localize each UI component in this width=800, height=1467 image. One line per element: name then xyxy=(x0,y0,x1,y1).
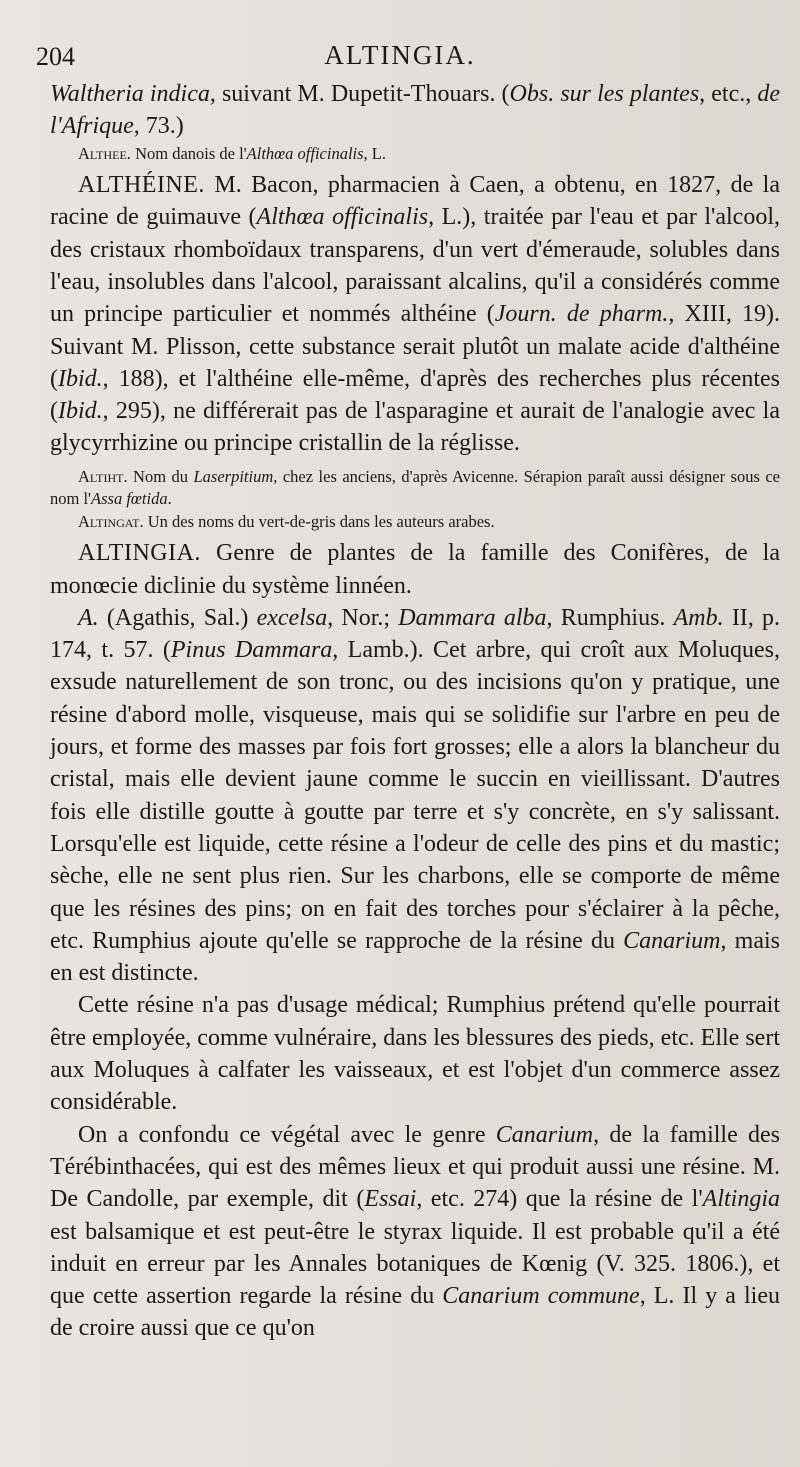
text-run: Althœa officinalis xyxy=(256,204,429,231)
text-run: Pinus Dammara xyxy=(170,637,333,664)
text-run: Canarium xyxy=(623,927,721,954)
confusion-paragraph xyxy=(50,1119,780,1345)
running-head: ALTINGIA. xyxy=(324,40,476,70)
entry-altingia xyxy=(50,537,780,602)
text-run: Journ. de pharm. xyxy=(494,301,669,328)
text-run: Canarium commune xyxy=(442,1283,640,1310)
text-run: On a confondu ce végétal avec le genre xyxy=(78,1121,496,1148)
text-run: , chez les anciens, d'après Avicenne. Sérapion paraît aussi désigner sous ce nom l' xyxy=(50,466,781,509)
text-run: Genre de plantes de la famille des Conifères, de la monœcie diclinie du système linnéen. xyxy=(50,540,780,599)
text-run: Amb. xyxy=(673,604,724,631)
page-number: 204 xyxy=(36,42,75,71)
text-run: II, p. 174, t. 57. ( xyxy=(50,604,780,664)
entry-altingat xyxy=(50,511,780,534)
text-run: Dammara alba xyxy=(398,604,547,631)
page-header xyxy=(0,36,800,76)
text-run: , Nor.; xyxy=(327,604,399,631)
text-run: Althœa officinalis xyxy=(246,143,364,163)
text-run: est balsamique et est peut-être le styrax liquide. Il est probable qu'il a été induit en erreur par les Annales botaniques de Kœnig (V. 325. 1806.), et que cette assertion regarde la résine du xyxy=(50,1218,780,1310)
text-run: Ibid. xyxy=(58,365,103,392)
entry-headword: ALTINGIA. xyxy=(78,540,201,567)
text-run: Altingia xyxy=(702,1186,780,1213)
text-run: , 73.) xyxy=(133,113,184,140)
text-run: Assa fœtida xyxy=(91,489,168,509)
entry-altheine xyxy=(50,169,780,460)
entry-headword: Altiht. xyxy=(78,466,128,486)
text-run: , de la famille des Térébinthacées, qui est des mêmes lieux et qui produit aussi une résine. M. De Candolle, par exemple, dit ( xyxy=(50,1121,780,1213)
waltheria-continuation xyxy=(50,78,780,143)
text-run: , 295), ne différerait pas de l'asparagine et aurait de l'analogie avec la glycyrrhizine ou principe cristallin de la réglisse. xyxy=(50,398,780,457)
entry-headword: Altingat. xyxy=(78,511,144,531)
text-run: (Agathis, Sal.) xyxy=(98,604,257,631)
text-run: , XIII, 19). Suivant M. Plisson, cette substance serait plutôt un malate acide d'althéine ( xyxy=(50,301,780,392)
text-run: , etc., xyxy=(699,81,758,107)
text-run: . xyxy=(167,489,172,509)
text-run: , L.), traitée par l'eau et par l'alcool, des cristaux rhomboïdaux transparens, d'un vert d'émeraude, solubles dans l'eau, insolubles dans l'alcool, paraissant alcalins, qu'il a considérés comme un principe particulier et nommés althéine ( xyxy=(50,204,780,328)
text-run: , Rumphius. xyxy=(546,604,674,631)
text-run: Ibid. xyxy=(58,398,103,425)
text-run: Canarium xyxy=(495,1121,594,1148)
text-run: Laserpitium xyxy=(193,466,274,486)
text-run: de l'Afrique xyxy=(50,81,780,140)
entry-headword: Althee. xyxy=(78,143,131,163)
page-body xyxy=(50,78,780,1345)
text-run: A. xyxy=(78,604,99,631)
text-run: Cette résine n'a pas d'usage médical; Rumphius prétend qu'elle pourrait être employée, comme vulnéraire, dans les blessures des pieds, etc. Elle sert aux Moluques à calfater les vaisseaux, et est l'objet d'un commerce assez considérable. xyxy=(50,992,780,1116)
text-run: Essai xyxy=(364,1186,417,1213)
text-run: Obs. sur les plantes xyxy=(509,81,700,107)
text-run: , L. Il y a lieu de croire aussi que ce qu'on xyxy=(50,1283,780,1342)
resin-use-paragraph xyxy=(50,989,780,1118)
text-run: excelsa xyxy=(256,604,328,631)
text-run: Nom du xyxy=(127,466,194,486)
text-run: Waltheria indica xyxy=(50,81,210,107)
text-run: M. Bacon, pharmacien à Caen, a obtenu, en 1827, de la racine de guimauve ( xyxy=(50,172,780,231)
text-run: , mais en est distincte. xyxy=(50,927,780,987)
text-run: , suivant M. Dupetit-Thouars. ( xyxy=(209,81,510,107)
text-run: , etc. 274) que la résine de l' xyxy=(416,1186,703,1213)
entry-altiht xyxy=(50,466,780,511)
entry-althee xyxy=(50,143,780,166)
altingia-species-paragraph xyxy=(50,602,780,990)
entry-headword: ALTHÉINE. xyxy=(78,172,205,199)
text-run: , 188), et l'althéine elle-même, d'après des recherches plus récentes ( xyxy=(50,365,780,425)
text-run: Nom danois de l' xyxy=(130,143,247,163)
text-run: , Lamb.). Cet arbre, qui croît aux Moluques, exsude naturellement de son tronc, ou des incisions qu'on y pratique, une résine d'abord molle, visqueuse, mais qui se solidifie sur l'arbre en peu de jours, et forme des masses par fois fort grosses; elle a alors la blancheur du cristal, mais elle devient jaune comme le succin en vieillissant. D'autres fois elle distille goutte à goutte par terre et s'y concrète, en s'y salissant. Lorsqu'elle est liquide, cette résine a l'odeur de celle des pins et du mastic; sèche, elle ne sent plus rien. Sur les charbons, elle se comporte de même que les résines des pins; on en fait des torches pour s'éclairer à la pêche, etc. Rumphius ajoute qu'elle se rapproche de la résine du xyxy=(50,637,780,954)
text-run: , L. xyxy=(363,143,387,163)
text-run: Un des noms du vert-de-gris dans les auteurs arabes. xyxy=(143,511,495,531)
